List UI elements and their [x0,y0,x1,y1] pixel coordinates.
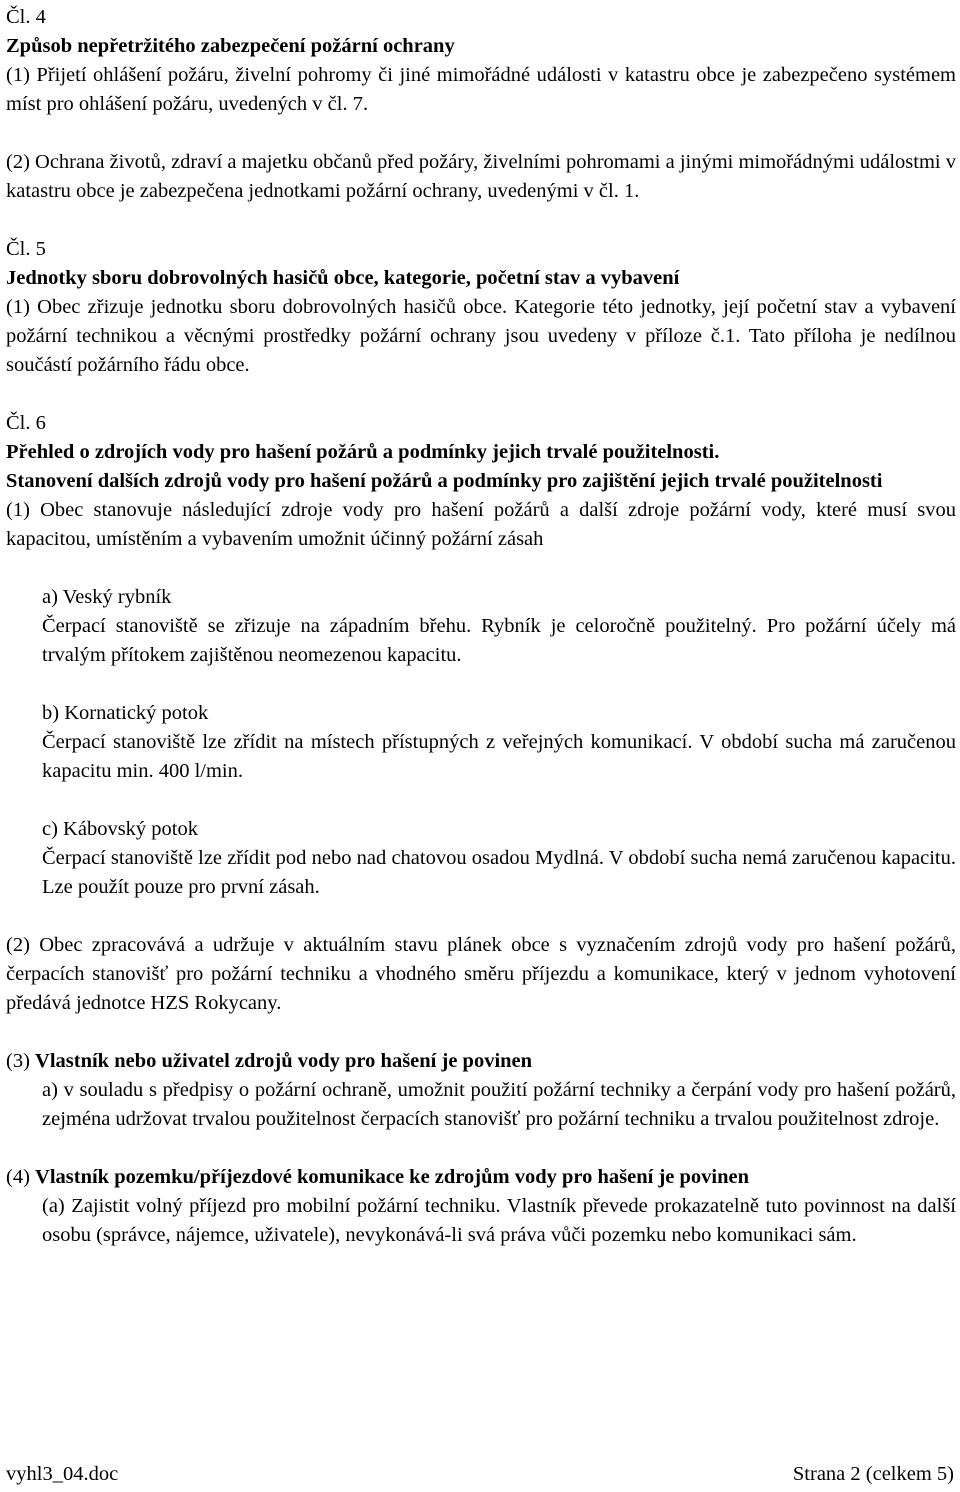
spacer [6,1134,956,1163]
article-6-paragraph-4-heading [6,1163,956,1192]
paragraph-bold-title: Vlastník pozemku/příjezdové komunikace ke zdrojům vody pro hašení je povinen [35,1166,749,1188]
water-source-text: Čerpací stanoviště lze zřídit pod nebo nad chatovou osadou Mydlná. V období sucha nemá zaručenou kapacitu. Lze použít pouze pro první zásah. [42,847,956,898]
spacer [6,1018,956,1047]
footer-filename: vyhl3_04.doc [6,1463,119,1485]
article-5-paragraph-1: (1) Obec zřizuje jednotku sboru dobrovolných hasičů obce. Kategorie této jednotky, její početní stav a vybavení požární technikou a věcnými prostředky požární ochrany jsou uvedeny v příloze č.1. Tato příloha je nedílnou součástí požárního řádu obce. [6,296,956,376]
article-4-paragraph-2: (2) Ochrana životů, zdraví a majetku občanů před požáry, živelními pohromami a jinými mimořádnými událostmi v katastru obce je zabezpečena jednotkami požární ochrany, uvedenými v čl. 1. [6,151,956,202]
spacer [6,670,956,699]
water-source-a [42,583,956,670]
article-5-title: Jednotky sboru dobrovolných hasičů obce, kategorie, početní stav a vybavení [6,267,680,289]
article-6-paragraph-3-heading [6,1047,956,1076]
water-source-c [42,815,956,902]
paragraph-bold-title: Vlastník nebo uživatel zdrojů vody pro hašení je povinen [35,1050,533,1072]
spacer [6,206,956,235]
article-6-subtitle: Stanovení dalších zdrojů vody pro hašení požárů a podmínky pro zajištění jejich trvalé použitelnosti [6,470,883,492]
water-source-name: b) Kornatický potok [42,702,209,724]
article-6-paragraph-1: (1) Obec stanovuje následující zdroje vody pro hašení požárů a další zdroje požární vody, které musí svou kapacitou, umístěním a vybavením umožnit účinný požární zásah [6,499,956,550]
spacer [6,554,956,583]
spacer [6,119,956,148]
water-source-text: Čerpací stanoviště lze zřídit na místech přístupných z veřejných komunikací. V období sucha má zaručenou kapacitu min. 400 l/min. [42,731,956,782]
article-6-paragraph-3-text: a) v souladu s předpisy o požární ochraně, umožnit použití požární techniky a čerpání vody pro hašení požárů, zejména udržovat trvalou použitelnost čerpacích stanovišť pro požární techniku a trvalou použitelnost zdroje. [42,1079,956,1130]
water-source-name: c) Kábovský potok [42,818,199,840]
water-source-b [42,699,956,786]
article-6-paragraph-4-text: (a) Zajistit volný příjezd pro mobilní požární techniku. Vlastník převede prokazatelně tuto povinnost na další osobu (správce, nájemce, uživatele), nevykonává-li svá práva vůči pozemku nebo komunikaci sám. [42,1195,956,1246]
article-6-paragraph-2: (2) Obec zpracovává a udržuje v aktuálním stavu plánek obce s vyznačením zdrojů vody pro hašení požárů, čerpacích stanovišť pro požární techniku a vhodného směru příjezdu a komunikace, který v jednom vyhotovení předává jednotce HZS Rokycany. [6,934,956,1014]
document-page [6,3,956,1250]
spacer [6,902,956,931]
paragraph-number: (4) [6,1166,36,1188]
water-source-name: a) Veský rybník [42,586,172,608]
article-6-heading: Čl. 6 [6,412,46,434]
article-4-title: Způsob nepřetržitého zabezpečení požární ochrany [6,35,455,57]
spacer [6,380,956,409]
water-source-text: Čerpací stanoviště se zřizuje na západním břehu. Rybník je celoročně použitelný. Pro požární účely má trvalým přítokem zajištěnou neomezenou kapacitu. [42,615,956,666]
article-4-paragraph-1: (1) Přijetí ohlášení požáru, živelní pohromy či jiné mimořádné události v katastru obce je zabezpečeno systémem míst pro ohlášení požáru, uvedených v čl. 7. [6,64,956,115]
article-4-heading: Čl. 4 [6,6,46,28]
spacer [6,786,956,815]
paragraph-number: (3) [6,1050,36,1072]
article-5-heading: Čl. 5 [6,238,46,260]
footer-page-number: Strana 2 (celkem 5) [792,1463,954,1485]
article-6-title: Přehled o zdrojích vody pro hašení požárů a podmínky jejich trvalé použitelnosti. [6,441,720,463]
page-footer [6,1460,954,1489]
